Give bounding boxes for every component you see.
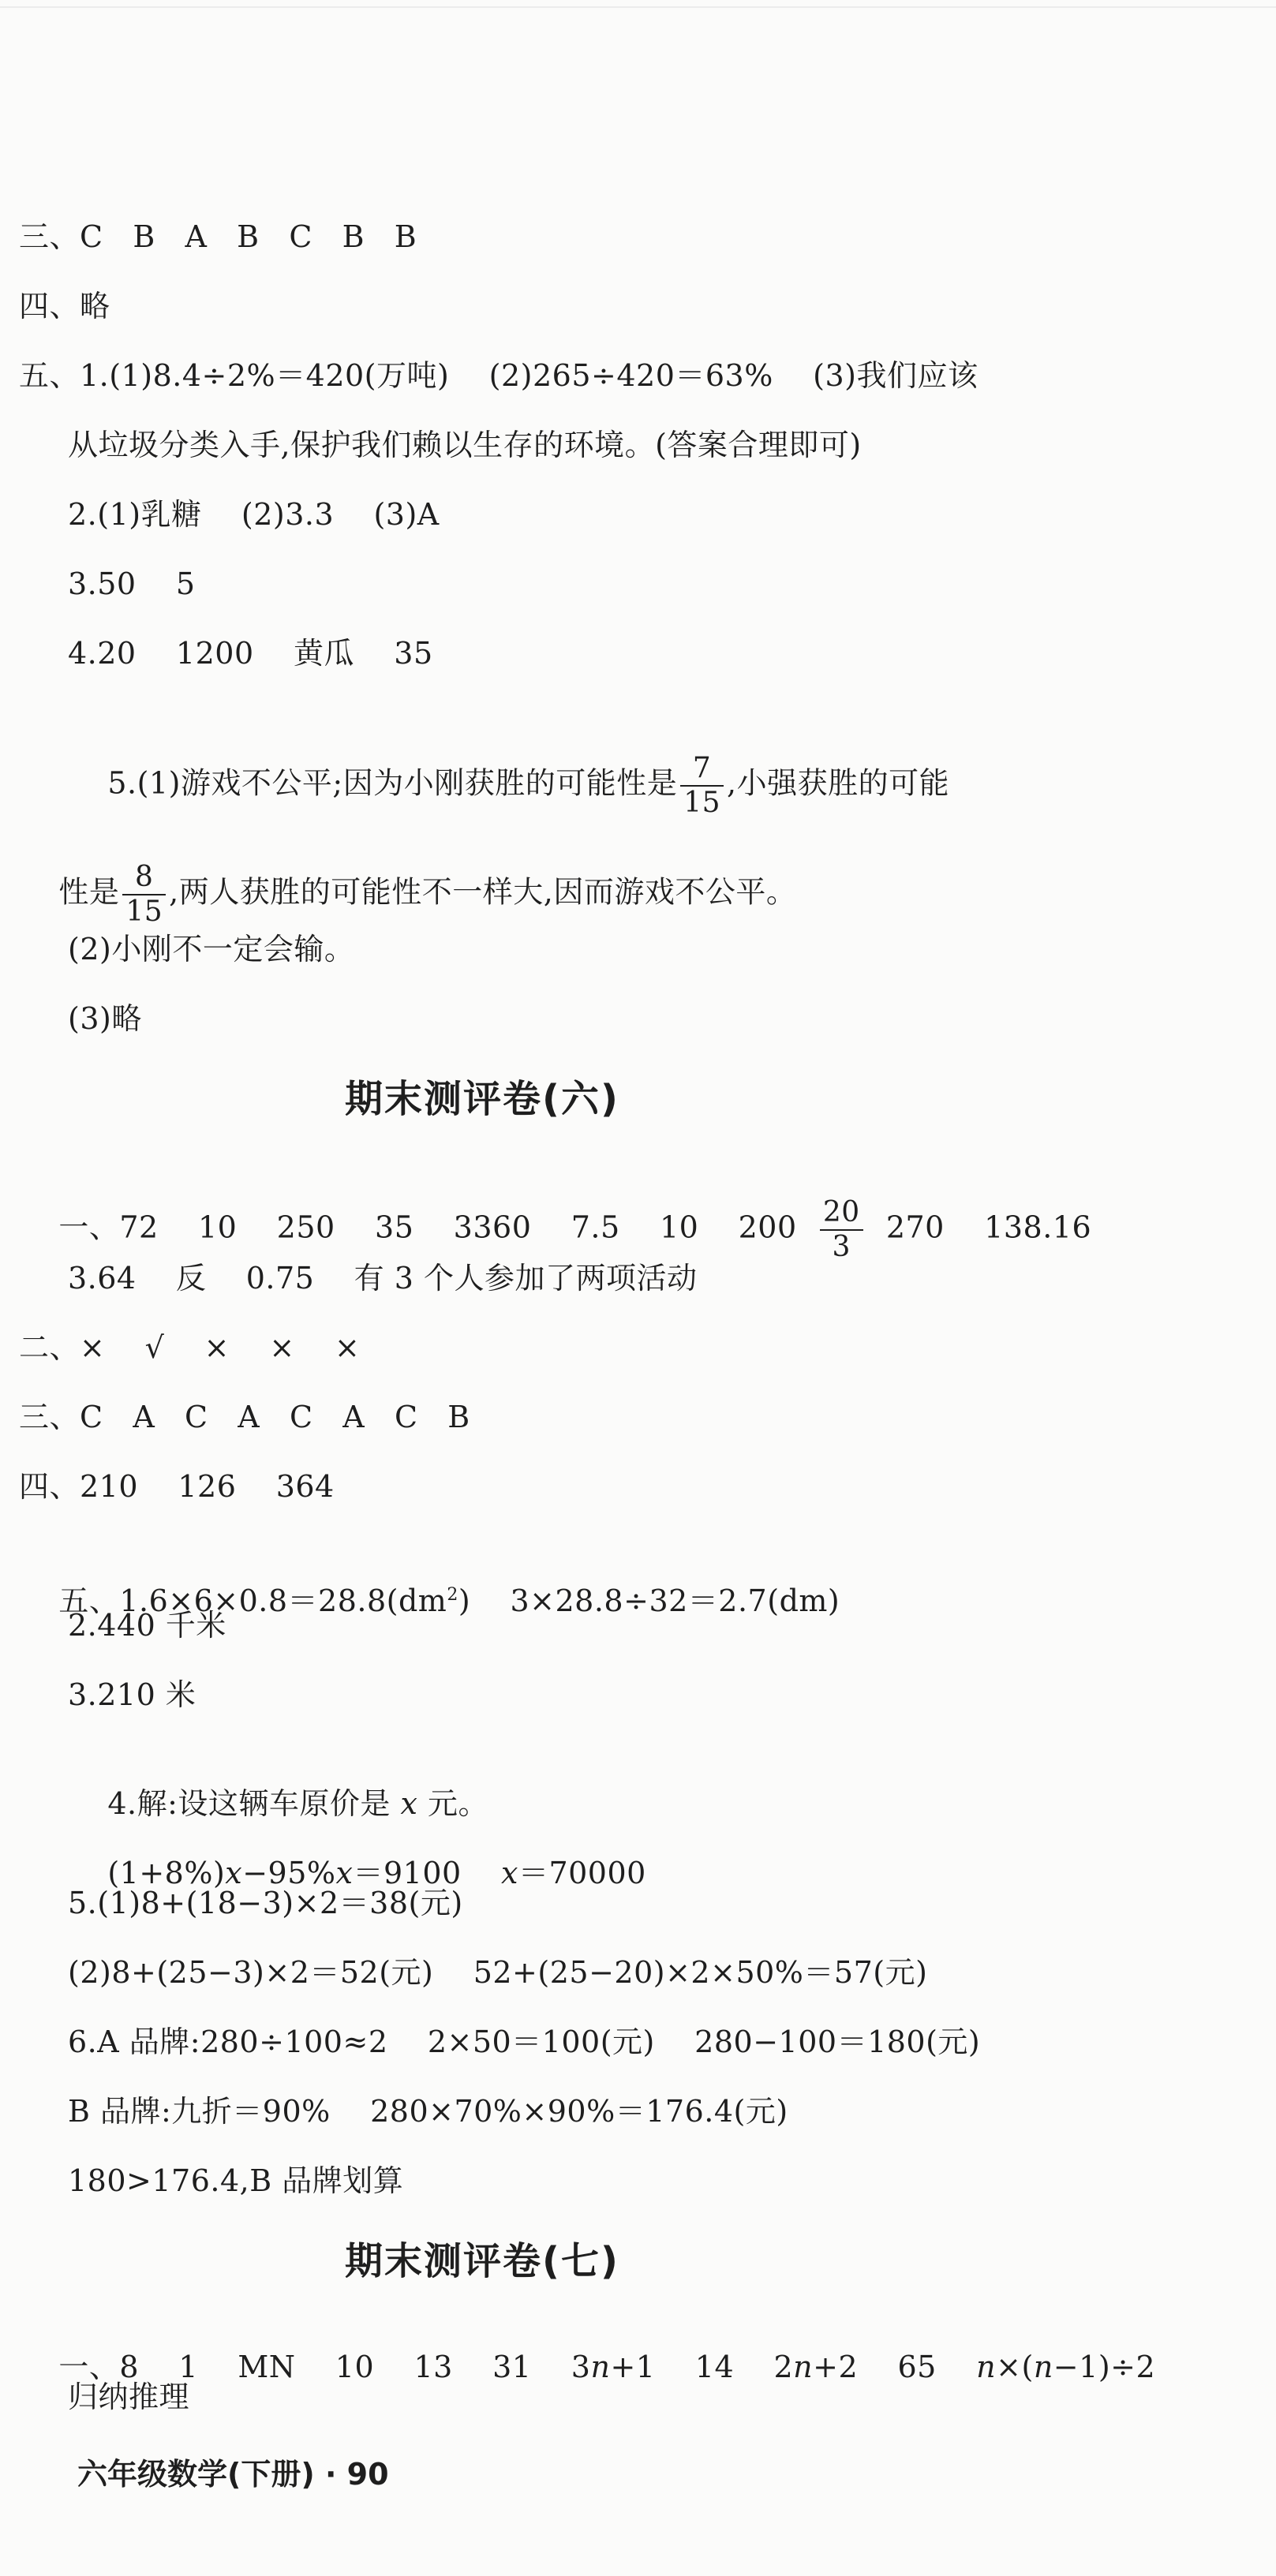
answer-line: 五、1.(1)8.4÷2%＝420(万吨) (2)265÷420＝63% (3)我们应该: [19, 358, 979, 393]
variable: x: [335, 1856, 354, 1890]
variable: n: [976, 2350, 997, 2384]
fraction-numerator: 20: [822, 1196, 860, 1228]
text-segment: 一、72 10 250 35 3360 7.5 10 200: [58, 1209, 797, 1245]
fraction: [820, 1198, 863, 1262]
answer-line: B 品牌:九折＝90% 280×70%×90%＝176.4(元): [68, 2094, 788, 2129]
answer-line: 四、210 126 364: [19, 1469, 335, 1504]
variable: n: [1033, 2350, 1053, 2384]
text-segment: +2 65: [813, 2350, 977, 2384]
text-segment: +1 14 2: [610, 2350, 794, 2384]
answer-line: (3)略: [68, 1001, 142, 1036]
answer-line: 180>176.4,B 品牌划算: [68, 2163, 404, 2198]
fraction-denominator: 3: [820, 1229, 863, 1262]
variable: x: [501, 1856, 518, 1890]
text-segment: 元。: [417, 1786, 488, 1821]
text-segment: −95%: [242, 1856, 336, 1890]
text-segment: 270 138.16: [885, 1209, 1092, 1245]
scan-edge: [0, 6, 1276, 8]
variable: x: [400, 1786, 418, 1821]
section-heading: 期末测评卷(七): [345, 2239, 619, 2283]
answer-line: 三、C B A B C B B: [19, 219, 417, 254]
fraction: [122, 862, 166, 927]
answer-line: 4.20 1200 黄瓜 35: [68, 636, 433, 671]
fraction-denominator: 15: [680, 785, 724, 818]
answer-line: 归纳推理: [68, 2380, 190, 2414]
text-segment: ＝70000: [518, 1856, 646, 1890]
text-segment: ) 3×28.8÷32＝2.7(dm): [458, 1583, 840, 1618]
answer-line: 2.(1)乳糖 (2)3.3 (3)A: [68, 497, 440, 532]
answer-line: 2.440 千米: [68, 1608, 226, 1643]
answer-line: 三、C A C A C A C B: [19, 1400, 470, 1434]
page-footer: 六年级数学(下册) · 90: [77, 2457, 389, 2492]
text-segment: −1)÷2: [1053, 2350, 1156, 2384]
text-segment: ×(: [996, 2350, 1034, 2384]
answer-line: 3.64 反 0.75 有 3 个人参加了两项活动: [68, 1261, 698, 1295]
fraction-numerator: 7: [692, 752, 712, 784]
answer-line: 四、略: [19, 289, 110, 323]
text-segment: ,两人获胜的可能性不一样大,因而游戏不公平。: [169, 874, 797, 910]
fraction: [680, 753, 724, 818]
text-segment: 一、8 1 MN 10 13 31 3: [58, 2350, 591, 2384]
answer-line: 3.210 米: [68, 1677, 196, 1712]
fraction-denominator: 15: [122, 894, 166, 927]
variable: n: [793, 2350, 814, 2384]
answer-line: 6.A 品牌:280÷100≈2 2×50＝100(元) 280−100＝180(元): [68, 2025, 981, 2059]
text-segment: ＝9100: [353, 1856, 501, 1890]
answer-line: (2)小刚不一定会输。: [68, 932, 355, 966]
fraction-numerator: 8: [135, 861, 154, 893]
text-segment: (1+8%): [107, 1856, 226, 1890]
variable: n: [590, 2350, 611, 2384]
answer-line: (2)8+(25−3)×2＝52(元) 52+(25−20)×2×50%＝57(元): [68, 1955, 928, 1990]
text-segment: 五、1.6×6×0.8＝28.8(dm: [58, 1583, 447, 1618]
answer-line: 5.(1)8+(18−3)×2＝38(元): [68, 1886, 463, 1920]
text-segment: 5.(1)游戏不公平;因为小刚获胜的可能性是: [107, 765, 678, 801]
variable: x: [225, 1856, 243, 1890]
answer-line: [19, 2308, 1155, 2426]
answer-line: 3.50 5: [68, 566, 196, 601]
text-segment: ,小强获胜的可能: [727, 765, 950, 801]
section-heading: 期末测评卷(六): [345, 1077, 619, 1121]
superscript: 2: [447, 1585, 458, 1605]
text-segment: 性是: [58, 874, 120, 910]
text-segment: 4.解:设这辆车原价是: [107, 1786, 401, 1821]
answer-line: 从垃圾分类入手,保护我们赖以生存的环境。(答案合理即可): [68, 428, 862, 462]
answer-line: 二、× √ × × ×: [19, 1330, 361, 1365]
